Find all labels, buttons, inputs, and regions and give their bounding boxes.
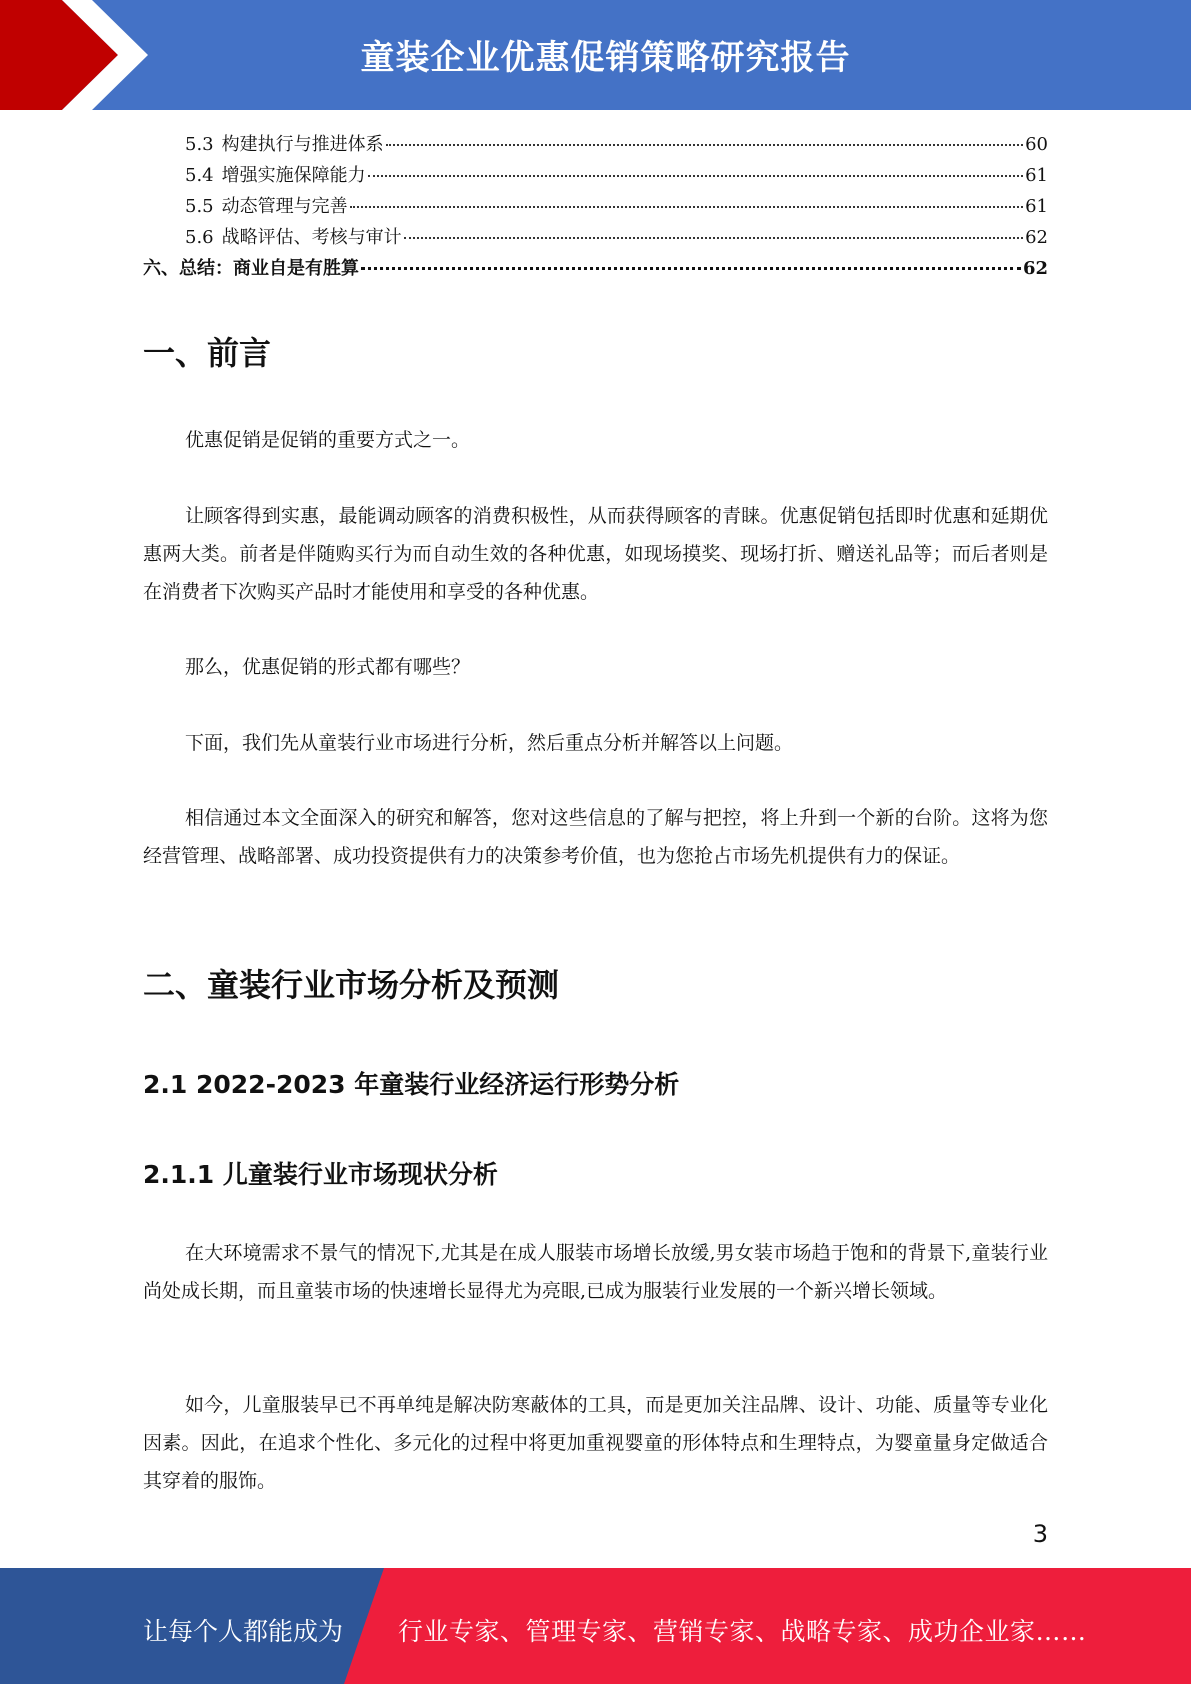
page-header xyxy=(0,0,1191,110)
toc-leader xyxy=(386,144,1023,146)
paragraph: 那么，优惠促销的形式都有哪些？ xyxy=(185,656,471,678)
subsection-heading: 2.1 2022-2023 年童装行业经济运行形势分析 xyxy=(143,1070,680,1099)
toc-entry-page: 62 xyxy=(1025,227,1048,248)
footer-slogan-right: 行业专家、管理专家、营销专家、战略专家、成功企业家…… xyxy=(398,1617,1087,1646)
toc-entry-title: 增强实施保障能力 xyxy=(221,165,366,186)
page-footer xyxy=(0,1568,1191,1684)
page-number: 3 xyxy=(1032,1520,1048,1548)
toc-leader xyxy=(361,267,1021,270)
subsubsection-heading: 2.1.1 儿童装行业市场现状分析 xyxy=(143,1160,498,1189)
paragraph: 让顾客得到实惠，最能调动顾客的消费积极性，从而获得顾客的青睐。优惠促销包括即时优惠和延期优惠两大类。前者是伴随购买行为而自动生效的各种优惠，如现场摸奖、现场打折、赠送礼品等；而后者则是在消费者下次购买产品时才能使用和享受的各种优惠。 xyxy=(143,505,1048,603)
toc-entry[interactable] xyxy=(143,161,1048,191)
toc-leader xyxy=(404,237,1023,239)
section-heading-market: 二、童装行业市场分析及预测 xyxy=(143,966,560,1004)
toc-entry-page: 60 xyxy=(1025,134,1048,155)
toc-entry-number: 5.3 xyxy=(185,134,214,155)
toc-entry-title: 动态管理与完善 xyxy=(221,196,348,217)
paragraph: 相信通过本文全面深入的研究和解答，您对这些信息的了解与把控，将上升到一个新的台阶。这将为您经营管理、战略部署、成功投资提供有力的决策参考价值，也为您抢占市场先机提供有力的保证。 xyxy=(143,807,1048,867)
toc-entry-title: 构建执行与推进体系 xyxy=(221,134,384,155)
paragraph: 如今，儿童服装早已不再单纯是解决防寒蔽体的工具，而是更加关注品牌、设计、功能、质量等专业化因素。因此，在追求个性化、多元化的过程中将更加重视婴童的形体特点和生理特点，为婴童量身定做适合其穿着的服饰。 xyxy=(143,1394,1048,1492)
toc-entry[interactable] xyxy=(143,130,1048,160)
paragraph: 下面，我们先从童装行业市场进行分析，然后重点分析并解答以上问题。 xyxy=(185,732,794,754)
toc-entry[interactable] xyxy=(143,192,1048,222)
toc-entry-main[interactable] xyxy=(143,254,1048,284)
toc-entry-title: 六、总结：商业自是有胜算 xyxy=(143,258,359,279)
toc-entry[interactable] xyxy=(143,223,1048,253)
paragraph: 在大环境需求不景气的情况下,尤其是在成人服装市场增长放缓,男女装市场趋于饱和的背景下,童装行业尚处成长期，而且童装市场的快速增长显得尤为亮眼,已成为服装行业发展的一个新兴增长领域。 xyxy=(143,1242,1048,1302)
toc-entry-title: 战略评估、考核与审计 xyxy=(221,227,402,248)
toc-leader xyxy=(350,206,1023,208)
toc-entry-page: 62 xyxy=(1022,258,1048,279)
section-heading-intro: 一、前言 xyxy=(143,334,272,372)
paragraph: 优惠促销是促销的重要方式之一。 xyxy=(185,429,471,451)
footer-slogan-left: 让每个人都能成为 xyxy=(143,1617,344,1646)
toc-entry-page: 61 xyxy=(1025,165,1048,186)
toc-leader xyxy=(368,175,1023,177)
toc-entry-page: 61 xyxy=(1025,196,1048,217)
toc-entry-number: 5.6 xyxy=(185,227,214,248)
toc-entry-number: 5.4 xyxy=(185,165,214,186)
toc-entry-number: 5.5 xyxy=(185,196,214,217)
report-title: 童装企业优惠促销策略研究报告 xyxy=(360,38,851,78)
